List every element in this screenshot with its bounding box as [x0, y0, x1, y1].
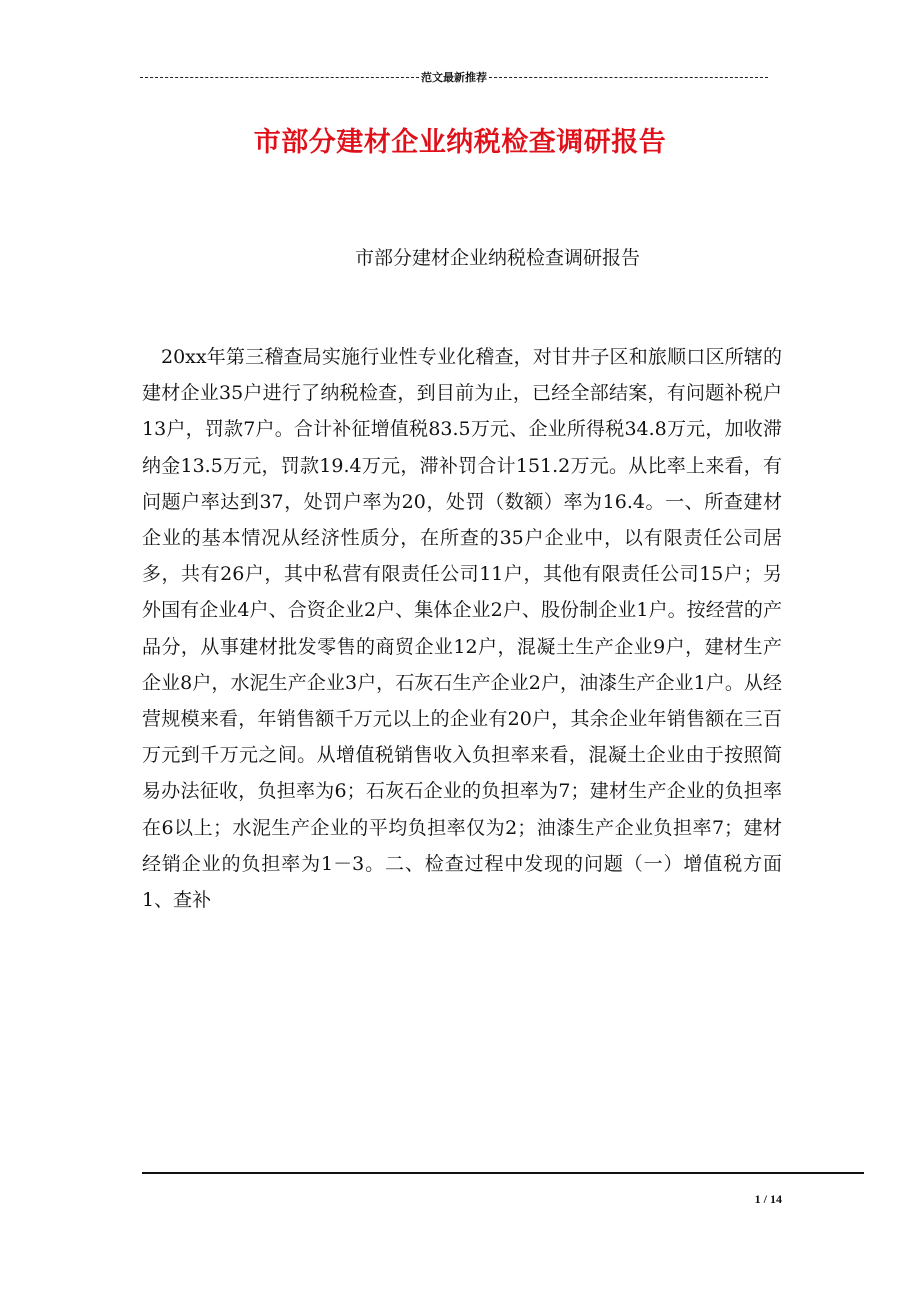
page-number: 1 / 14 [754, 1192, 782, 1206]
document-subtitle: 市部分建材企业纳税检查调研报告 [354, 247, 640, 269]
document-title: 市部分建材企业纳税检查调研报告 [253, 127, 667, 158]
header-banner [140, 68, 768, 86]
document-body-paragraph: 20xx年第三稽查局实施行业性专业化稽查，对甘井子区和旅顺口区所辖的建材企业35户进行了纳税检查，到目前为止，已经全部结案，有问题补税户13户，罚款7户。合计补征增值税83.5万元、企业所得税34.8万元，加收滞纳金13.5万元，罚款19.4万元，滞补罚合计151.2万元。从比率上来看，有问题户率达到37，处罚户率为20，处罚（数额）率为16.4。一、所查建材企业的基本情况从经济性质分，在所查的35户企业中，以有限责任公司居多，共有26户，其中私营有限责任公司11户，其他有限责任公司15户；另外国有企业4户、合资企业2户、集体企业2户、股份制企业1户。按经营的产品分，从事建材批发零售的商贸企业12户，混凝土生产企业9户，建材生产企业8户，水泥生产企业3户，石灰石生产企业2户，油漆生产企业1户。从经营规模来看，年销售额千万元以上的企业有20户，其余企业年销售额在三百万元到千万元之间。从增值税销售收入负担率来看，混凝土企业由于按照简易办法征收，负担率为6；石灰石企业的负担率为7；建材生产企业的负担率在6以上；水泥生产企业的平均负担率仅为2；油漆生产企业负担率7；建材经销企业的负担率为1－3。二、检查过程中发现的问题（一）增值税方面1、查补 [142, 346, 782, 912]
footer-divider [142, 1172, 864, 1174]
header-banner-label: 范文最新推荐 [421, 71, 487, 84]
header-dashed-line-right [489, 77, 768, 78]
header-dashed-line-left [140, 77, 419, 78]
